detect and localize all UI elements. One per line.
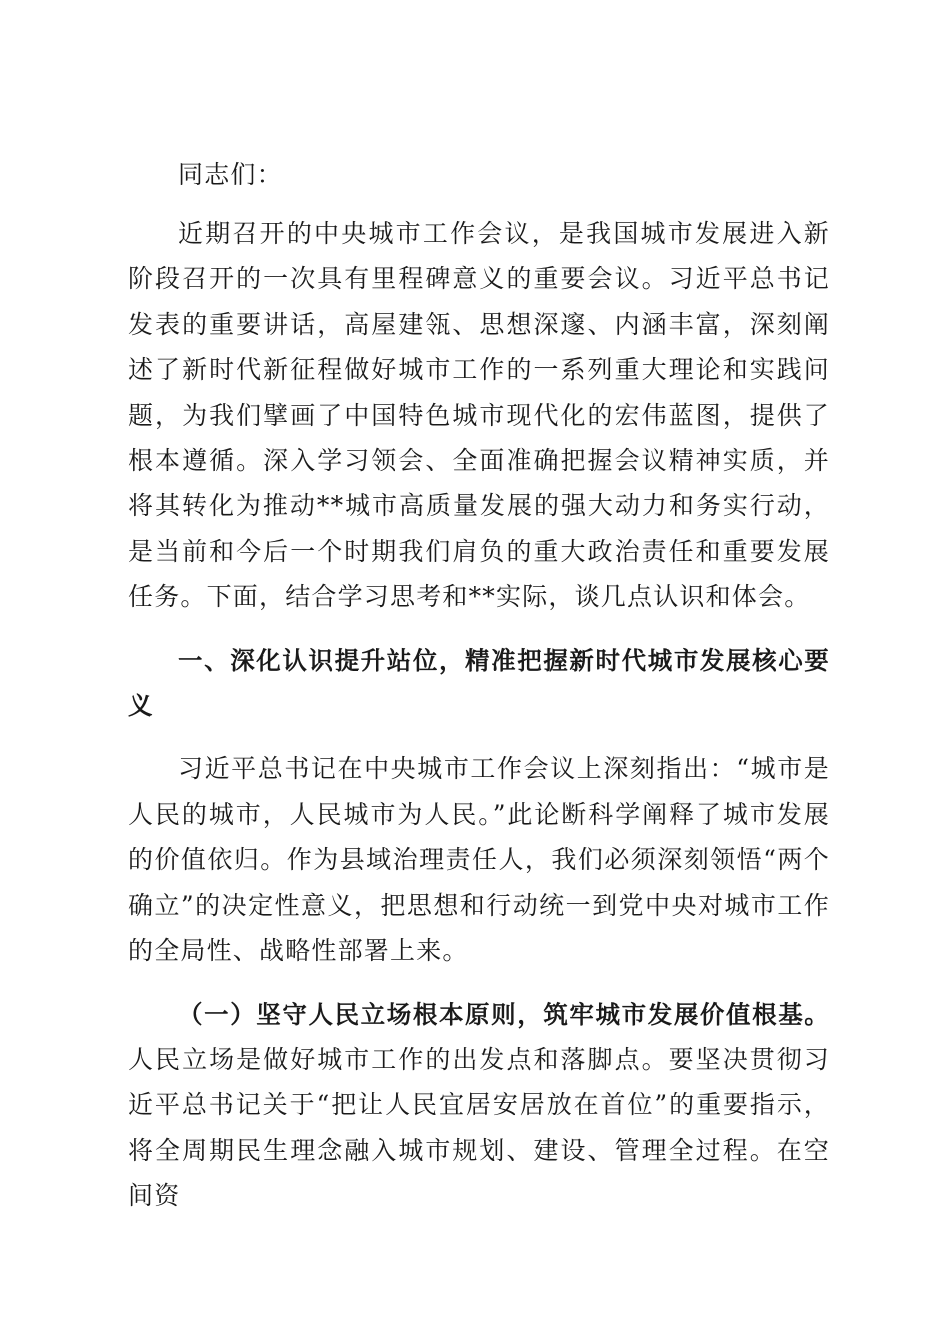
subsection-heading-1: （一）坚守人民立场根本原则，筑牢城市发展价值根基。 (178, 999, 830, 1029)
section-1-paragraph: 习近平总书记在中央城市工作会议上深刻指出：“城市是人民的城市，人民城市为人民。”此论断科学阐释了城市发展的价值依归。作为县域治理责任人，我们必须深刻领悟“两个确立”的决定性意义，把思想和行动统一到党中央对城市工作的全局性、战略性部署上来。 (128, 754, 830, 966)
subsection-1-paragraph (128, 992, 830, 1219)
subsection-1-body: 人民立场是做好城市工作的出发点和落脚点。要坚决贯彻习近平总书记关于“把让人民宜居安居放在首位”的重要指示，将全周期民生理念融入城市规划、建设、管理全过程。在空间资 (128, 1044, 830, 1211)
intro-paragraph: 近期召开的中央城市工作会议，是我国城市发展进入新阶段召开的一次具有里程碑意义的重要会议。习近平总书记发表的重要讲话，高屋建瓴、思想深邃、内涵丰富，深刻阐述了新时代新征程做好城市工作的一系列重大理论和实践问题，为我们擘画了中国特色城市现代化的宏伟蓝图，提供了根本遵循。深入学习领会、全面准确把握会议精神实质，并将其转化为推动**城市高质量发展的强大动力和务实行动，是当前和今后一个时期我们肩负的重大政治责任和重要发展任务。下面，结合学习思考和**实际，谈几点认识和体会。 (128, 219, 830, 612)
section-heading-1: 一、深化认识提升站位，精准把握新时代城市发展核心要义 (128, 645, 830, 721)
salutation: 同志们： (178, 160, 283, 189)
document-body (128, 152, 830, 1219)
